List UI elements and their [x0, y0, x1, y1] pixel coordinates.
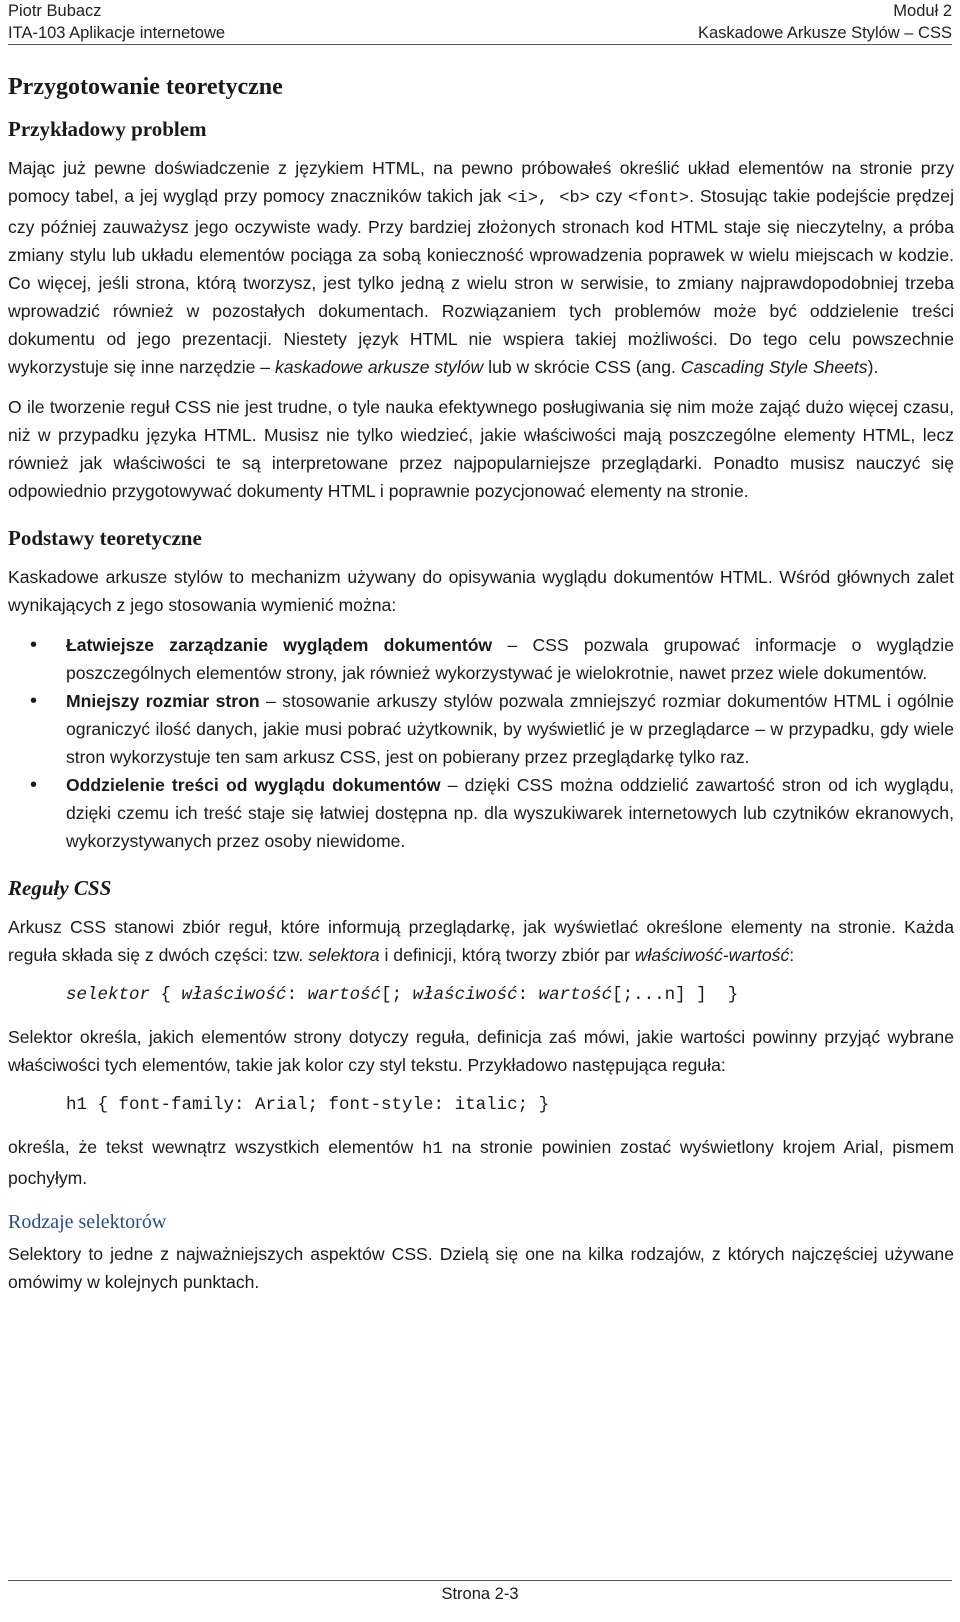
code-part: [;...n] ] }	[612, 985, 739, 1005]
course-name: ITA-103 Aplikacje internetowe	[8, 24, 226, 42]
code-part: :	[286, 985, 308, 1005]
author: Piotr Bubacz	[8, 2, 102, 20]
list-item-text: – dzięki CSS można oddzielić zawartość stron od ich wyglądu, dzięki czemu ich treść staje się łatwiej dostępna np. dla wyszukiwarek internetowych lub czytników ekranowych, wykorzystywanych przez osoby niewidome.	[66, 775, 954, 851]
paragraph-selectors: Selektory to jedne z najważniejszych aspektów CSS. Dzielą się one na kilka rodzajów, z których najczęściej używane omówimy w kolejnych punktach.	[8, 1244, 954, 1292]
inline-code: <font>	[627, 189, 690, 208]
text: ).	[867, 357, 879, 377]
list-item-heading: Łatwiejsze zarządzanie wyglądem dokumentów	[66, 635, 493, 655]
italic-term: kaskadowe arkusze stylów	[274, 357, 484, 377]
paragraph-basics: Kaskadowe arkusze stylów to mechanizm używany do opisywania wyglądu dokumentów HTML. Wśród głównych zalet wynikających z jego stosowania wymienić można:	[8, 567, 954, 615]
subsection-title-rules: Reguły CSS	[8, 876, 112, 900]
text: . Stosując takie podejście prędzej czy później zauważysz jego oczywiste wady. Przy bardziej złożonych stronach kod HTML staje się nieczytelny, a próba zmiany stylu lub układu elementów pociąga za sobą konieczność wprowadzenia poprawek w wielu miejscach w kodzie. Co więcej, jeśli strona, którą tworzysz, jest tylko jedną z wielu stron w serwisie, to zmiany najprawdopodobniej trzeba wprowadzić również w pozostałych dokumentach. Rozwiązaniem tych problemów może być oddzielenie treści dokumentu od jego prezentacji. Niestety język HTML nie wspiera takiej możliwości. Do tego celu powszechnie wykorzystuje się inne narzędzie –	[8, 186, 954, 377]
section-title: Przygotowanie teoretyczne	[8, 74, 283, 100]
inline-code: h1	[422, 1140, 443, 1159]
list-item-heading: Mniejszy rozmiar stron	[66, 691, 260, 711]
text: określa, że tekst wewnątrz wszystkich elementów	[8, 1137, 423, 1157]
text: na stronie powinien zostać wyświetlony krojem Arial, pismem pochyłym.	[8, 1137, 954, 1188]
module-title: Kaskadowe Arkusze Stylów – CSS	[697, 24, 952, 42]
page-content	[8, 70, 954, 1308]
paragraph-rules	[8, 913, 954, 969]
paragraph-example	[8, 1133, 954, 1192]
italic-term: właściwość-wartość	[634, 945, 790, 965]
paragraph-difficulty: O ile tworzenie reguł CSS nie jest trudne, o tyle nauka efektywnego posługiwania się nim może zająć dużo więcej czasu, niż w przypadku języka HTML. Musisz nie tylko wiedzieć, jakie właściwości mają poszczególne elementy HTML, lecz również jak właściwości te są interpretowane przez najpopularniejsze przeglądarki. Ponadto musisz nauczyć się odpowiednio przygotowywać dokumenty HTML i poprawnie pozycjonować elementy na stronie.	[8, 397, 954, 501]
code-part: właściwość	[181, 985, 287, 1005]
header-left	[8, 0, 225, 44]
list-item	[8, 771, 954, 855]
code-part: wartość	[538, 985, 613, 1005]
text: Arkusz CSS stanowi zbiór reguł, które informują przeglądarkę, jak wyświetlać określone elementy na stronie. Każda reguła składa się z dwóch części: tzw.	[8, 917, 954, 965]
list-item	[8, 687, 954, 771]
text: Mając już pewne doświadczenie z językiem HTML, na pewno próbowałeś określić układ elementów na stronie przy pomocy tabel, a jej wygląd przy pomocy znaczników takich jak	[8, 158, 954, 206]
code-part: [;	[381, 985, 413, 1005]
module-number: Moduł 2	[893, 2, 952, 20]
subsection-title-selectors: Rodzaje selektorów	[8, 1211, 167, 1233]
bullet-icon: •	[30, 690, 38, 712]
text: czy	[589, 186, 628, 206]
text: :	[789, 945, 795, 965]
text: lub w skrócie CSS (ang.	[483, 357, 681, 377]
inline-code: <i>, <b>	[507, 189, 590, 208]
bullet-icon: •	[30, 774, 38, 796]
subsection-title-basics: Podstawy teoretyczne	[8, 526, 202, 550]
code-part: selektor	[66, 985, 151, 1005]
page-footer: Strona 2-3	[8, 1580, 952, 1604]
italic-term: Cascading Style Sheets	[680, 357, 868, 377]
paragraph-problem	[8, 154, 954, 381]
code-part: właściwość	[412, 985, 518, 1005]
advantages-list	[8, 631, 954, 855]
subsection-title-problem: Przykładowy problem	[8, 117, 207, 141]
bullet-icon: •	[30, 634, 38, 656]
text: i definicji, którą tworzy zbiór par	[379, 945, 635, 965]
list-item-text: – stosowanie arkuszy stylów pozwala zmniejszyć rozmiar dokumentów HTML i ogólnie ograniczyć ilość danych, jakie musi pobrać użytkownik, by wyświetlić je w przeglądarce – w przypadku, gdy wiele stron wykorzystuje ten sam arkusz CSS, jest on pobierany przez przeglądarkę tylko raz.	[66, 691, 954, 767]
list-item	[8, 631, 954, 687]
header-right	[698, 0, 952, 44]
code-example: h1 { font-family: Arial; font-style: italic; }	[66, 1095, 550, 1115]
list-item-text: – CSS pozwala grupować informacje o wyglądzie poszczególnych elementów strony, jak również wykorzystywać je wielokrotnie, nawet przez wiele dokumentów.	[66, 635, 954, 683]
paragraph-selector: Selektor określa, jakich elementów strony dotyczy reguła, definicja zaś mówi, jakie wartości powinny przyjąć wybrane właściwości tych elementów, takie jak kolor czy styl tekstu. Przykładowo następująca reguła:	[8, 1027, 954, 1075]
page-header	[8, 0, 952, 45]
italic-term: selektora	[308, 945, 380, 965]
list-item-heading: Oddzielenie treści od wyglądu dokumentów	[66, 775, 441, 795]
code-part: wartość	[307, 985, 382, 1005]
code-part: :	[517, 985, 539, 1005]
code-syntax	[66, 981, 954, 1009]
code-part: {	[150, 985, 182, 1005]
